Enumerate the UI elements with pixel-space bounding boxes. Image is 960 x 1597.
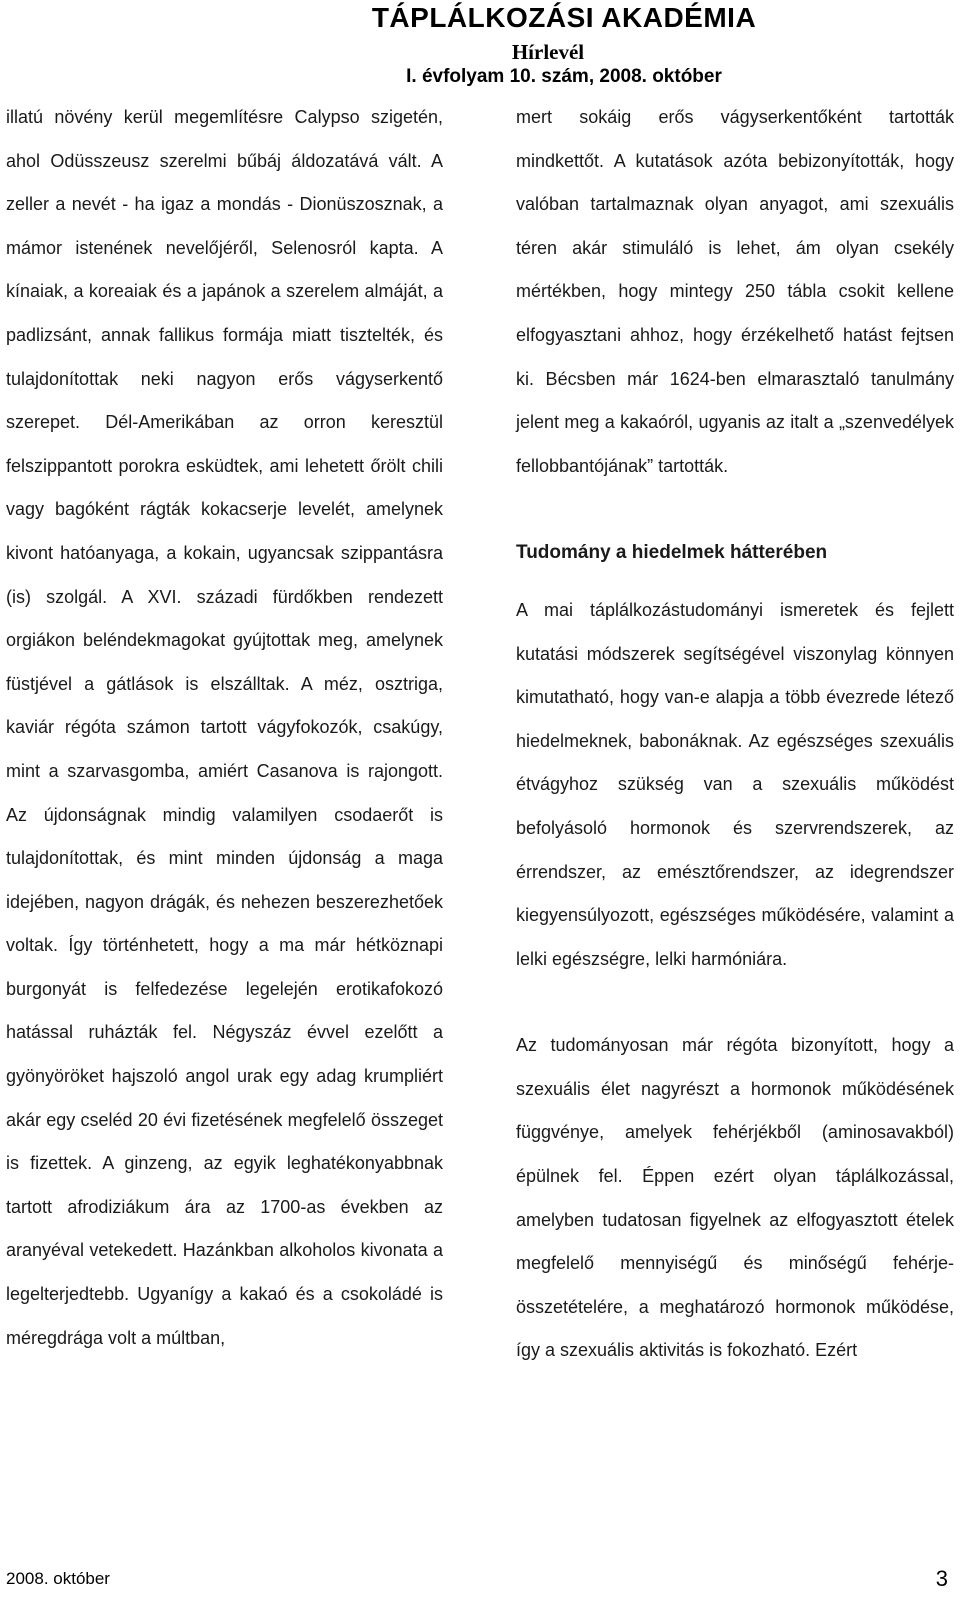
- right-column: [516, 96, 954, 1373]
- right-paragraph-continued: mert sokáig erős vágyserkentőként tartották mindkettőt. A kutatások azóta bebizonyították, hogy valóban tartalmaznak olyan anyagot, ami szexuális téren akár stimuláló is lehet, ám olyan csekély mértékben, hogy mintegy 250 tábla csokit kellene elfogyasztani ahhoz, hogy érzékelhető hatást fejtsen ki. Bécsben már 1624-ben elmarasztaló tanulmány jelent meg a kakaóról, ugyanis az italt a „szenvedélyek fellobbantójának” tartották.: [516, 107, 954, 476]
- section-heading: Tudomány a hiedelmek hátterében: [516, 542, 828, 564]
- page-number: 3: [935, 1566, 948, 1591]
- newsletter-title: TÁPLÁLKOZÁSI AKADÉMIA: [371, 2, 757, 33]
- left-paragraph: illatú növény kerül megemlítésre Calypso szigetén, ahol Odüsszeusz szerelmi bűbáj áldozatává vált. A zeller a nevét - ha igaz a mondás - Dionüszosznak, a mámor istenének nevelőjéről, Selenosról kapta. A kínaiak, a koreaiak és a japánok a szerelem almáját, a padlizsánt, annak fallikus formája miatt tisztelték, és tulajdonítottak neki nagyon erős vágyserkentő szerepet. Dél-Amerikában az orron keresztül felszippantott porokra esküdtek, ami lehetett őrölt chili vagy bagóként rágták kokacserje levelét, amelynek kivont hatóanyaga, a kokain, ugyancsak szippantásra (is) szolgál. A XVI. századi fürdőkben rendezett orgiákon beléndekmagokat gyújtottak meg, amelynek füstjével a gátlások is elszálltak. A méz, osztriga, kaviár régóta számon tartott vágyfokozók, csakúgy, mint a szarvasgomba, amiért Casanova is rajongott. Az újdonságnak mindig valamilyen csodaerőt is tulajdonítottak, és mint minden újdonság a maga idejében, nagyon drágák, és nehezen beszerezhetőek voltak. Így történhetett, hogy a ma már hétköznapi burgonyát is felfedezése legelején erotikafokozó hatással ruházták fel. Négyszáz évvel ezelőtt a gyönyöröket hajszoló angol urak egy adag krumpliért akár egy cseléd 20 évi fizetésének megfelelő összeget is fizettek. A ginzeng, az egyik leghatékonyabbnak tartott afrodiziákum ára az 1700-as években az aranyéval vetekedett. Hazánkban alkoholos kivonata a legelterjedtebb. Ugyanígy a kakaó és a csokoládé is méregdrága volt a múltban,: [6, 107, 443, 1348]
- right-paragraph-2: A mai táplálkozástudományi ismeretek és fejlett kutatási módszerek segítségével viszonylag könnyen kimutatható, hogy van-e alapja a több évezrede létező hiedelmeknek, babonáknak. Az egészséges szexuális étvágyhoz szükség van a szexuális működést befolyásoló hormonok és szervrendszerek, az érrendszer, az emésztőrendszer, az idegrendszer kiegyensúlyozott, egészséges működésére, valamint a lelki egészségre, lelki harmóniára.: [516, 599, 954, 969]
- left-column: [6, 96, 443, 1360]
- newsletter-subtitle: Hírlevél: [511, 40, 585, 64]
- issue-line: I. évfolyam 10. szám, 2008. október: [406, 66, 722, 87]
- right-paragraph-3: Az tudományosan már régóta bizonyított, hogy a szexuális élet nagyrészt a hormonok működésének függvénye, amelyek fehérjékből (aminosavakból) épülnek fel. Éppen ezért olyan táplálkozással, amelyben tudatosan figyelnek az elfogyasztott ételek megfelelő mennyiségű és minőségű fehérje-összetételére, a meghatározó hormonok működése, így a szexuális aktivitás is fokozható. Ezért: [516, 1035, 954, 1361]
- footer-date: 2008. október: [6, 1569, 110, 1588]
